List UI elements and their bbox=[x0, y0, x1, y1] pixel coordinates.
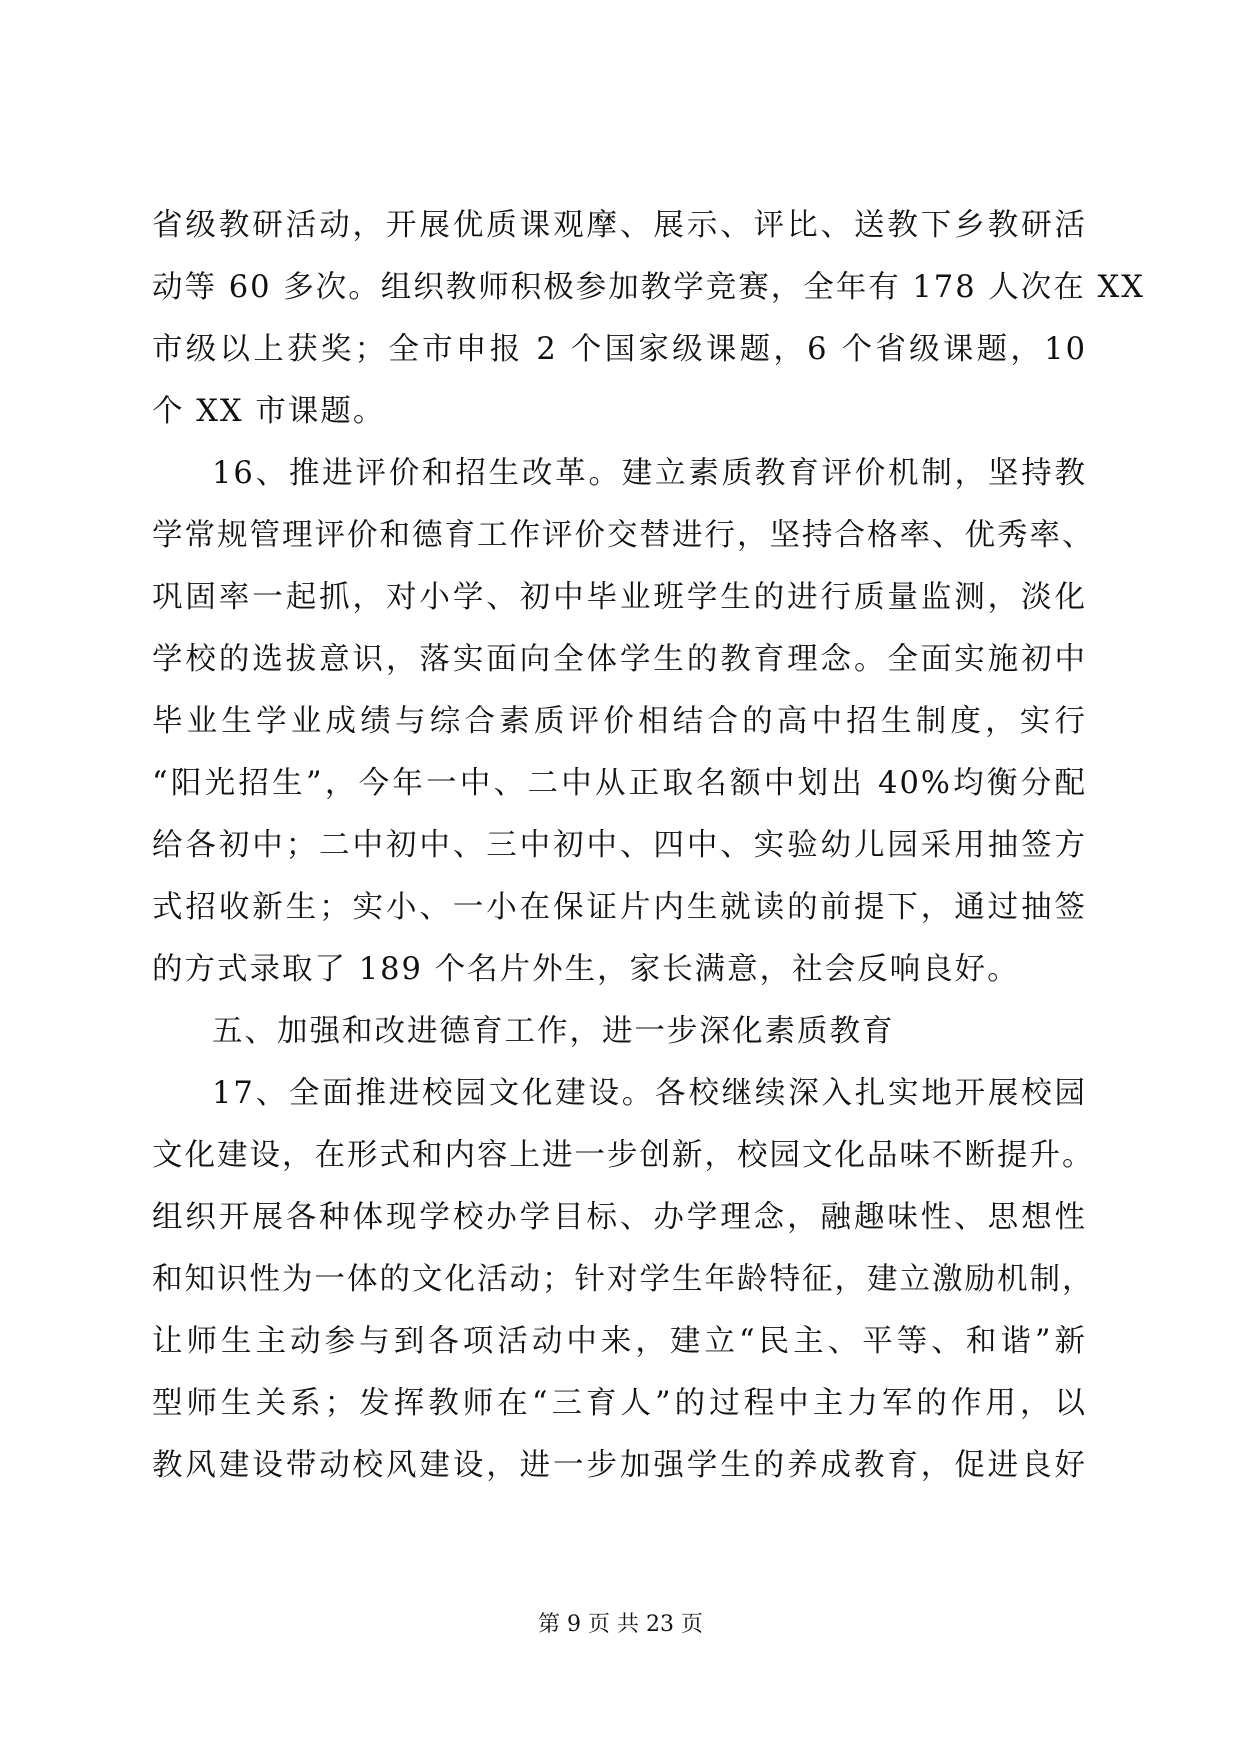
text-line: 让师生主动参与到各项活动中来，建立“民主、平等、和谐”新 bbox=[152, 1324, 1087, 1359]
text-line: 和知识性为一体的文化活动；针对学生年龄特征，建立激励机制， bbox=[152, 1262, 1095, 1297]
text-line: 学校的选拔意识，落实面向全体学生的教育理念。全面实施初中 bbox=[152, 642, 1087, 677]
text-line: 给各初中；二中初中、三中初中、四中、实验幼儿园采用抽签方 bbox=[152, 828, 1087, 863]
text-line: 动等 60 多次。组织教师积极参加教学竞赛，全年有 178 人次在 XX bbox=[152, 270, 1145, 305]
text-line: 个 XX 市课题。 bbox=[152, 394, 386, 429]
text-line: “阳光招生”，今年一中、二中从正取名额中划出 40%均衡分配 bbox=[152, 766, 1087, 801]
text-line: 教风建设带动校风建设，进一步加强学生的养成教育，促进良好 bbox=[152, 1448, 1087, 1483]
text-line: 的方式录取了 189 个名片外生，家长满意，社会反响良好。 bbox=[152, 952, 1020, 987]
text-line: 巩固率一起抓，对小学、初中毕业班学生的进行质量监测，淡化 bbox=[152, 580, 1087, 615]
text-line: 式招收新生；实小、一小在保证片内生就读的前提下，通过抽签 bbox=[152, 890, 1087, 925]
text-line: 学常规管理评价和德育工作评价交替进行，坚持合格率、优秀率、 bbox=[152, 518, 1095, 553]
paragraph-16-first-line: 16、推进评价和招生改革。建立素质教育评价机制，坚持教 bbox=[212, 456, 1087, 491]
section-heading: 五、加强和改进德育工作，进一步深化素质教育 bbox=[212, 1014, 895, 1049]
text-line: 型师生关系；发挥教师在“三育人”的过程中主力军的作用，以 bbox=[152, 1386, 1087, 1421]
text-line: 组织开展各种体现学校办学目标、办学理念，融趣味性、思想性 bbox=[152, 1200, 1087, 1235]
text-line: 文化建设，在形式和内容上进一步创新，校园文化品味不断提升。 bbox=[152, 1138, 1095, 1173]
text-line: 市级以上获奖；全市申报 2 个国家级课题，6 个省级课题，10 bbox=[152, 332, 1087, 367]
text-line: 毕业生学业成绩与综合素质评价相结合的高中招生制度，实行 bbox=[152, 704, 1087, 739]
text-line: 省级教研活动，开展优质课观摩、展示、评比、送教下乡教研活 bbox=[152, 208, 1087, 243]
paragraph-17-first-line: 17、全面推进校园文化建设。各校继续深入扎实地开展校园 bbox=[212, 1076, 1087, 1111]
page-number-footer: 第 9 页 共 23 页 bbox=[538, 1612, 703, 1637]
